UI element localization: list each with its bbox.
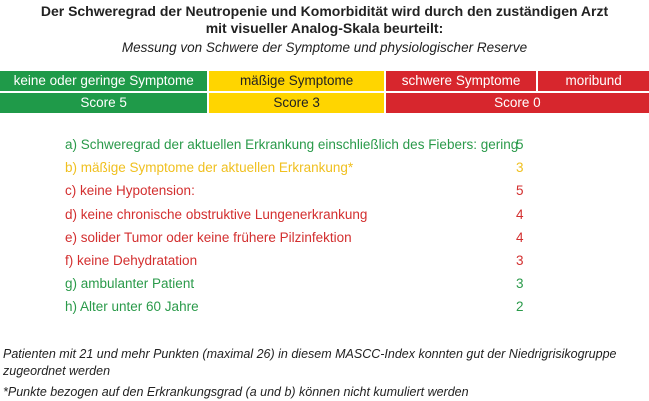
criterion-score: 4 [516, 206, 524, 222]
footnote-line-2: zugeordnet werden [3, 364, 111, 378]
page-title [0, 3, 649, 37]
criterion-text: a) Schweregrad der aktuellen Erkrankung einschließlich des Fiebers: gering [65, 137, 519, 152]
list-item [65, 156, 535, 179]
footnote-cumulation: *Punkte bezogen auf den Erkrankungsgrad (a und b) können nicht kumuliert werden [3, 385, 469, 399]
criterion-score: 3 [516, 160, 524, 176]
criterion-text: b) mäßige Symptome der aktuellen Erkrankung* [65, 160, 354, 176]
score-cell-0: Score 0 [386, 93, 649, 113]
list-item [65, 295, 535, 318]
analog-scale [0, 71, 649, 115]
list-item [65, 272, 535, 295]
criterion-score: 2 [516, 299, 524, 315]
category-cell-moribund: moribund [538, 71, 649, 91]
page-subtitle: Messung von Schwere der Symptome und physiologischer Reserve [121, 40, 528, 55]
criteria-list [65, 133, 535, 319]
list-item [65, 226, 535, 249]
criterion-score: 4 [516, 229, 524, 245]
criterion-score: 3 [516, 252, 524, 268]
category-cell-mild: keine oder geringe Symptome [0, 71, 207, 91]
criterion-text: c) keine Hypotension: [65, 183, 195, 199]
footnote-mascc [3, 346, 643, 380]
list-item [65, 179, 535, 202]
criterion-text: e) solider Tumor oder keine frühere Pilzinfektion [65, 229, 352, 245]
scale-category-row [0, 71, 649, 91]
scale-score-row [0, 93, 649, 113]
score-cell-3: Score 3 [209, 93, 383, 113]
criterion-text: f) keine Dehydratation [65, 252, 198, 268]
criterion-text: h) Alter unter 60 Jahre [65, 299, 199, 315]
list-item [65, 203, 535, 226]
category-cell-moderate: mäßige Symptome [209, 71, 383, 91]
criterion-text: g) ambulanter Patient [65, 276, 195, 292]
criterion-score: 5 [516, 137, 524, 152]
list-item [65, 133, 535, 156]
footnote-line-1: Patienten mit 21 und mehr Punkten (maximal 26) in diesem MASCC-Index konnten gut der Niedrigrisikogruppe [3, 347, 617, 361]
criterion-score: 3 [516, 276, 524, 292]
category-cell-severe: schwere Symptome [386, 71, 537, 91]
list-item [65, 249, 535, 272]
title-line-1: Der Schweregrad der Neutropenie und Komorbidität wird durch den zuständigen Arzt [40, 3, 609, 19]
score-cell-5: Score 5 [0, 93, 207, 113]
title-line-2: mit visueller Analog-Skala beurteilt: [205, 20, 444, 36]
criterion-text: d) keine chronische obstruktive Lungenerkrankung [65, 206, 368, 222]
criterion-score: 5 [516, 183, 524, 199]
